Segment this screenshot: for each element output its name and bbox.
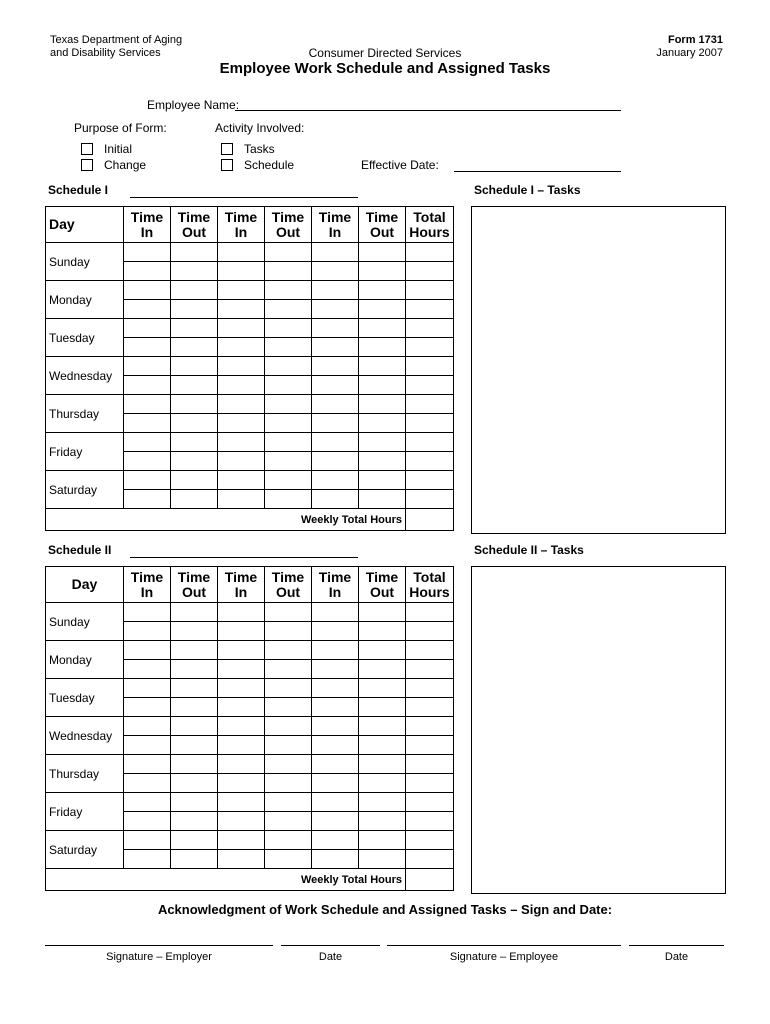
time-cell[interactable] xyxy=(171,262,218,281)
time-cell[interactable] xyxy=(124,281,171,300)
time-cell[interactable] xyxy=(359,357,406,376)
time-cell[interactable] xyxy=(218,641,265,660)
time-cell[interactable] xyxy=(359,774,406,793)
time-cell[interactable] xyxy=(359,660,406,679)
time-cell[interactable] xyxy=(171,755,218,774)
time-cell[interactable] xyxy=(312,717,359,736)
time-cell[interactable] xyxy=(312,490,359,509)
time-cell[interactable] xyxy=(359,641,406,660)
total-hours-cell[interactable] xyxy=(406,755,454,774)
time-cell[interactable] xyxy=(265,338,312,357)
column-header: Time In xyxy=(312,567,359,603)
time-cell[interactable] xyxy=(218,452,265,471)
time-cell[interactable] xyxy=(124,717,171,736)
time-cell[interactable] xyxy=(312,622,359,641)
time-cell[interactable] xyxy=(218,338,265,357)
total-hours-cell[interactable] xyxy=(406,641,454,660)
time-cell[interactable] xyxy=(359,603,406,622)
column-header: Time Out xyxy=(265,567,312,603)
time-cell[interactable] xyxy=(124,471,171,490)
time-cell[interactable] xyxy=(265,376,312,395)
time-cell[interactable] xyxy=(124,812,171,831)
total-hours-cell[interactable] xyxy=(406,243,454,262)
time-cell[interactable] xyxy=(171,452,218,471)
day-label: Sunday xyxy=(46,603,124,641)
time-cell[interactable] xyxy=(265,641,312,660)
time-cell[interactable] xyxy=(124,376,171,395)
time-cell[interactable] xyxy=(171,622,218,641)
change-option-label: Change xyxy=(104,158,147,172)
time-cell[interactable] xyxy=(359,300,406,319)
day-label: Thursday xyxy=(46,395,124,433)
effective-date-field[interactable] xyxy=(454,171,621,172)
time-cell[interactable] xyxy=(265,793,312,812)
total-hours-cell[interactable] xyxy=(406,850,454,869)
time-cell[interactable] xyxy=(265,281,312,300)
time-cell[interactable] xyxy=(218,471,265,490)
time-cell[interactable] xyxy=(124,679,171,698)
employee-signature-label: Signature – Employee xyxy=(449,951,559,963)
time-cell[interactable] xyxy=(359,243,406,262)
time-cell[interactable] xyxy=(124,641,171,660)
time-cell[interactable] xyxy=(171,603,218,622)
schedule-2-name-field[interactable] xyxy=(130,557,358,558)
time-cell[interactable] xyxy=(265,679,312,698)
time-cell[interactable] xyxy=(218,376,265,395)
employee-date-line[interactable] xyxy=(629,945,724,946)
time-cell[interactable] xyxy=(265,243,312,262)
time-cell[interactable] xyxy=(171,281,218,300)
total-hours-cell[interactable] xyxy=(406,376,454,395)
form-date: January 2007 xyxy=(656,47,723,59)
activity-label: Activity Involved: xyxy=(215,121,305,135)
table-row xyxy=(46,319,454,338)
time-cell[interactable] xyxy=(171,338,218,357)
time-cell[interactable] xyxy=(124,357,171,376)
time-cell[interactable] xyxy=(218,319,265,338)
table-row xyxy=(46,831,454,850)
time-cell[interactable] xyxy=(218,300,265,319)
time-cell[interactable] xyxy=(171,831,218,850)
employer-date-label: Date xyxy=(318,951,343,963)
day-label: Tuesday xyxy=(46,319,124,357)
time-cell[interactable] xyxy=(124,698,171,717)
column-header: Time In xyxy=(312,207,359,243)
day-label: Wednesday xyxy=(46,357,124,395)
time-cell[interactable] xyxy=(265,774,312,793)
schedule-1-header-row xyxy=(46,207,454,243)
total-hours-cell[interactable] xyxy=(406,414,454,433)
time-cell[interactable] xyxy=(171,395,218,414)
table-row xyxy=(46,755,454,774)
day-label: Tuesday xyxy=(46,679,124,717)
time-cell[interactable] xyxy=(171,471,218,490)
time-cell[interactable] xyxy=(312,395,359,414)
column-header: Time In xyxy=(124,207,171,243)
weekly-total-label: Weekly Total Hours xyxy=(46,869,406,891)
total-hours-cell[interactable] xyxy=(406,603,454,622)
table-row xyxy=(46,603,454,622)
form-number: Form 1731 xyxy=(667,34,723,46)
schedule-1-tasks-box[interactable] xyxy=(471,206,726,534)
time-cell[interactable] xyxy=(124,660,171,679)
time-cell[interactable] xyxy=(218,812,265,831)
schedule-checkbox[interactable] xyxy=(221,159,233,171)
time-cell[interactable] xyxy=(124,736,171,755)
time-cell[interactable] xyxy=(312,774,359,793)
time-cell[interactable] xyxy=(124,622,171,641)
time-cell[interactable] xyxy=(359,850,406,869)
table-row xyxy=(46,679,454,698)
time-cell[interactable] xyxy=(312,679,359,698)
time-cell[interactable] xyxy=(312,319,359,338)
employer-signature-label: Signature – Employer xyxy=(106,951,212,963)
time-cell[interactable] xyxy=(124,395,171,414)
time-cell[interactable] xyxy=(171,376,218,395)
time-cell[interactable] xyxy=(359,433,406,452)
time-cell[interactable] xyxy=(359,471,406,490)
time-cell[interactable] xyxy=(265,395,312,414)
time-cell[interactable] xyxy=(359,736,406,755)
weekly-total-row xyxy=(46,869,454,891)
time-cell[interactable] xyxy=(312,281,359,300)
weekly-total-cell[interactable] xyxy=(406,509,454,531)
time-cell[interactable] xyxy=(312,376,359,395)
time-cell[interactable] xyxy=(265,812,312,831)
table-row xyxy=(46,395,454,414)
time-cell[interactable] xyxy=(218,603,265,622)
table-row xyxy=(46,433,454,452)
change-checkbox[interactable] xyxy=(81,159,93,171)
effective-date-label: Effective Date: xyxy=(361,158,439,172)
time-cell[interactable] xyxy=(171,641,218,660)
time-cell[interactable] xyxy=(124,490,171,509)
time-cell[interactable] xyxy=(171,850,218,869)
time-cell[interactable] xyxy=(171,433,218,452)
time-cell[interactable] xyxy=(218,793,265,812)
total-hours-cell[interactable] xyxy=(406,660,454,679)
time-cell[interactable] xyxy=(265,262,312,281)
total-hours-cell[interactable] xyxy=(406,774,454,793)
total-hours-cell[interactable] xyxy=(406,338,454,357)
day-label: Saturday xyxy=(46,831,124,869)
total-hours-cell[interactable] xyxy=(406,262,454,281)
time-cell[interactable] xyxy=(359,717,406,736)
column-header: Time Out xyxy=(359,207,406,243)
table-row xyxy=(46,471,454,490)
column-header: Time In xyxy=(218,567,265,603)
time-cell[interactable] xyxy=(124,433,171,452)
time-cell[interactable] xyxy=(265,433,312,452)
column-header: Time Out xyxy=(171,207,218,243)
total-hours-cell[interactable] xyxy=(406,622,454,641)
time-cell[interactable] xyxy=(265,717,312,736)
time-cell[interactable] xyxy=(171,243,218,262)
employer-date-line[interactable] xyxy=(281,945,380,946)
time-cell[interactable] xyxy=(312,338,359,357)
time-cell[interactable] xyxy=(171,357,218,376)
time-cell[interactable] xyxy=(124,774,171,793)
time-cell[interactable] xyxy=(312,641,359,660)
time-cell[interactable] xyxy=(359,452,406,471)
day-label: Saturday xyxy=(46,471,124,509)
time-cell[interactable] xyxy=(124,831,171,850)
acknowledgment-heading: Acknowledgment of Work Schedule and Assigned Tasks – Sign and Date: xyxy=(157,902,613,917)
page-title: Employee Work Schedule and Assigned Tasks xyxy=(219,60,551,77)
time-cell[interactable] xyxy=(218,243,265,262)
time-cell[interactable] xyxy=(312,471,359,490)
time-cell[interactable] xyxy=(218,433,265,452)
time-cell[interactable] xyxy=(171,698,218,717)
time-cell[interactable] xyxy=(171,490,218,509)
table-row xyxy=(46,717,454,736)
table-row xyxy=(46,641,454,660)
time-cell[interactable] xyxy=(312,831,359,850)
total-hours-cell[interactable] xyxy=(406,433,454,452)
time-cell[interactable] xyxy=(265,850,312,869)
column-header: Total Hours xyxy=(406,207,454,243)
time-cell[interactable] xyxy=(359,622,406,641)
time-cell[interactable] xyxy=(218,622,265,641)
total-hours-cell[interactable] xyxy=(406,717,454,736)
time-cell[interactable] xyxy=(312,812,359,831)
total-hours-cell[interactable] xyxy=(406,471,454,490)
schedule-2-table xyxy=(45,566,454,891)
time-cell[interactable] xyxy=(265,357,312,376)
time-cell[interactable] xyxy=(124,338,171,357)
table-row xyxy=(46,357,454,376)
total-hours-cell[interactable] xyxy=(406,452,454,471)
weekly-total-cell[interactable] xyxy=(406,869,454,891)
time-cell[interactable] xyxy=(171,300,218,319)
schedule-2-header-row xyxy=(46,567,454,603)
time-cell[interactable] xyxy=(265,452,312,471)
time-cell[interactable] xyxy=(124,603,171,622)
time-cell[interactable] xyxy=(218,831,265,850)
time-cell[interactable] xyxy=(218,717,265,736)
schedule-2-title: Schedule II xyxy=(48,543,112,557)
total-hours-cell[interactable] xyxy=(406,395,454,414)
total-hours-cell[interactable] xyxy=(406,490,454,509)
day-column-header: Day xyxy=(46,567,124,603)
total-hours-cell[interactable] xyxy=(406,357,454,376)
time-cell[interactable] xyxy=(312,660,359,679)
schedule-1-title: Schedule I xyxy=(48,183,109,197)
time-cell[interactable] xyxy=(218,755,265,774)
tasks-checkbox[interactable] xyxy=(221,143,233,155)
time-cell[interactable] xyxy=(265,414,312,433)
time-cell[interactable] xyxy=(218,850,265,869)
time-cell[interactable] xyxy=(265,660,312,679)
time-cell[interactable] xyxy=(218,281,265,300)
time-cell[interactable] xyxy=(312,414,359,433)
time-cell[interactable] xyxy=(265,622,312,641)
time-cell[interactable] xyxy=(171,414,218,433)
time-cell[interactable] xyxy=(312,357,359,376)
time-cell[interactable] xyxy=(124,414,171,433)
time-cell[interactable] xyxy=(124,300,171,319)
total-hours-cell[interactable] xyxy=(406,812,454,831)
employer-signature-line[interactable] xyxy=(45,945,273,946)
total-hours-cell[interactable] xyxy=(406,831,454,850)
column-header: Time In xyxy=(124,567,171,603)
time-cell[interactable] xyxy=(124,850,171,869)
day-label: Thursday xyxy=(46,755,124,793)
time-cell[interactable] xyxy=(265,471,312,490)
schedule-1-table xyxy=(45,206,454,531)
time-cell[interactable] xyxy=(171,679,218,698)
time-cell[interactable] xyxy=(265,736,312,755)
weekly-total-label: Weekly Total Hours xyxy=(46,509,406,531)
time-cell[interactable] xyxy=(124,755,171,774)
time-cell[interactable] xyxy=(265,698,312,717)
time-cell[interactable] xyxy=(218,736,265,755)
time-cell[interactable] xyxy=(312,433,359,452)
time-cell[interactable] xyxy=(124,452,171,471)
time-cell[interactable] xyxy=(124,243,171,262)
time-cell[interactable] xyxy=(359,262,406,281)
time-cell[interactable] xyxy=(265,755,312,774)
time-cell[interactable] xyxy=(218,774,265,793)
time-cell[interactable] xyxy=(359,395,406,414)
time-cell[interactable] xyxy=(359,281,406,300)
table-row xyxy=(46,281,454,300)
column-header: Total Hours xyxy=(406,567,454,603)
time-cell[interactable] xyxy=(312,262,359,281)
weekly-total-row xyxy=(46,509,454,531)
total-hours-cell[interactable] xyxy=(406,736,454,755)
employee-name-field[interactable] xyxy=(235,110,621,111)
time-cell[interactable] xyxy=(359,376,406,395)
total-hours-cell[interactable] xyxy=(406,281,454,300)
time-cell[interactable] xyxy=(359,831,406,850)
time-cell[interactable] xyxy=(312,603,359,622)
day-column-header: Day xyxy=(46,207,124,243)
total-hours-cell[interactable] xyxy=(406,319,454,338)
time-cell[interactable] xyxy=(124,793,171,812)
time-cell[interactable] xyxy=(359,319,406,338)
initial-checkbox[interactable] xyxy=(81,143,93,155)
time-cell[interactable] xyxy=(265,300,312,319)
time-cell[interactable] xyxy=(218,357,265,376)
time-cell[interactable] xyxy=(171,736,218,755)
time-cell[interactable] xyxy=(124,319,171,338)
schedule-2-tasks-box[interactable] xyxy=(471,566,726,894)
employee-signature-line[interactable] xyxy=(387,945,621,946)
time-cell[interactable] xyxy=(312,452,359,471)
time-cell[interactable] xyxy=(218,660,265,679)
time-cell[interactable] xyxy=(218,262,265,281)
time-cell[interactable] xyxy=(359,793,406,812)
column-header: Time Out xyxy=(171,567,218,603)
time-cell[interactable] xyxy=(312,300,359,319)
tasks-option-label: Tasks xyxy=(244,142,275,156)
agency-line-2: and Disability Services xyxy=(50,47,161,59)
time-cell[interactable] xyxy=(218,414,265,433)
day-label: Monday xyxy=(46,641,124,679)
time-cell[interactable] xyxy=(218,395,265,414)
time-cell[interactable] xyxy=(171,717,218,736)
time-cell[interactable] xyxy=(171,812,218,831)
time-cell[interactable] xyxy=(312,698,359,717)
column-header: Time Out xyxy=(359,567,406,603)
schedule-1-tasks-title: Schedule I – Tasks xyxy=(474,183,581,197)
time-cell[interactable] xyxy=(359,698,406,717)
time-cell[interactable] xyxy=(359,414,406,433)
time-cell[interactable] xyxy=(265,831,312,850)
day-label: Friday xyxy=(46,793,124,831)
time-cell[interactable] xyxy=(312,850,359,869)
time-cell[interactable] xyxy=(218,698,265,717)
time-cell[interactable] xyxy=(359,338,406,357)
day-label: Monday xyxy=(46,281,124,319)
total-hours-cell[interactable] xyxy=(406,698,454,717)
column-header: Time Out xyxy=(265,207,312,243)
purpose-label: Purpose of Form: xyxy=(74,121,167,135)
agency-line-1: Texas Department of Aging xyxy=(50,34,183,46)
time-cell[interactable] xyxy=(171,319,218,338)
schedule-option-label: Schedule xyxy=(244,158,295,172)
employee-date-label: Date xyxy=(664,951,689,963)
time-cell[interactable] xyxy=(312,736,359,755)
schedule-2-tasks-title: Schedule II – Tasks xyxy=(474,543,584,557)
employee-name-label: Employee Name: xyxy=(147,98,240,112)
day-label: Friday xyxy=(46,433,124,471)
time-cell[interactable] xyxy=(265,319,312,338)
time-cell[interactable] xyxy=(218,679,265,698)
time-cell[interactable] xyxy=(359,755,406,774)
time-cell[interactable] xyxy=(265,490,312,509)
time-cell[interactable] xyxy=(171,793,218,812)
time-cell[interactable] xyxy=(359,490,406,509)
table-row xyxy=(46,243,454,262)
schedule-1-name-field[interactable] xyxy=(130,197,358,198)
time-cell[interactable] xyxy=(312,243,359,262)
table-row xyxy=(46,793,454,812)
day-label: Sunday xyxy=(46,243,124,281)
time-cell[interactable] xyxy=(218,490,265,509)
time-cell[interactable] xyxy=(312,755,359,774)
time-cell[interactable] xyxy=(359,812,406,831)
total-hours-cell[interactable] xyxy=(406,679,454,698)
program-name: Consumer Directed Services xyxy=(308,46,462,60)
time-cell[interactable] xyxy=(124,262,171,281)
time-cell[interactable] xyxy=(312,793,359,812)
day-label: Wednesday xyxy=(46,717,124,755)
time-cell[interactable] xyxy=(171,660,218,679)
time-cell[interactable] xyxy=(359,679,406,698)
column-header: Time In xyxy=(218,207,265,243)
total-hours-cell[interactable] xyxy=(406,793,454,812)
initial-option-label: Initial xyxy=(104,142,133,156)
time-cell[interactable] xyxy=(265,603,312,622)
time-cell[interactable] xyxy=(171,774,218,793)
total-hours-cell[interactable] xyxy=(406,300,454,319)
